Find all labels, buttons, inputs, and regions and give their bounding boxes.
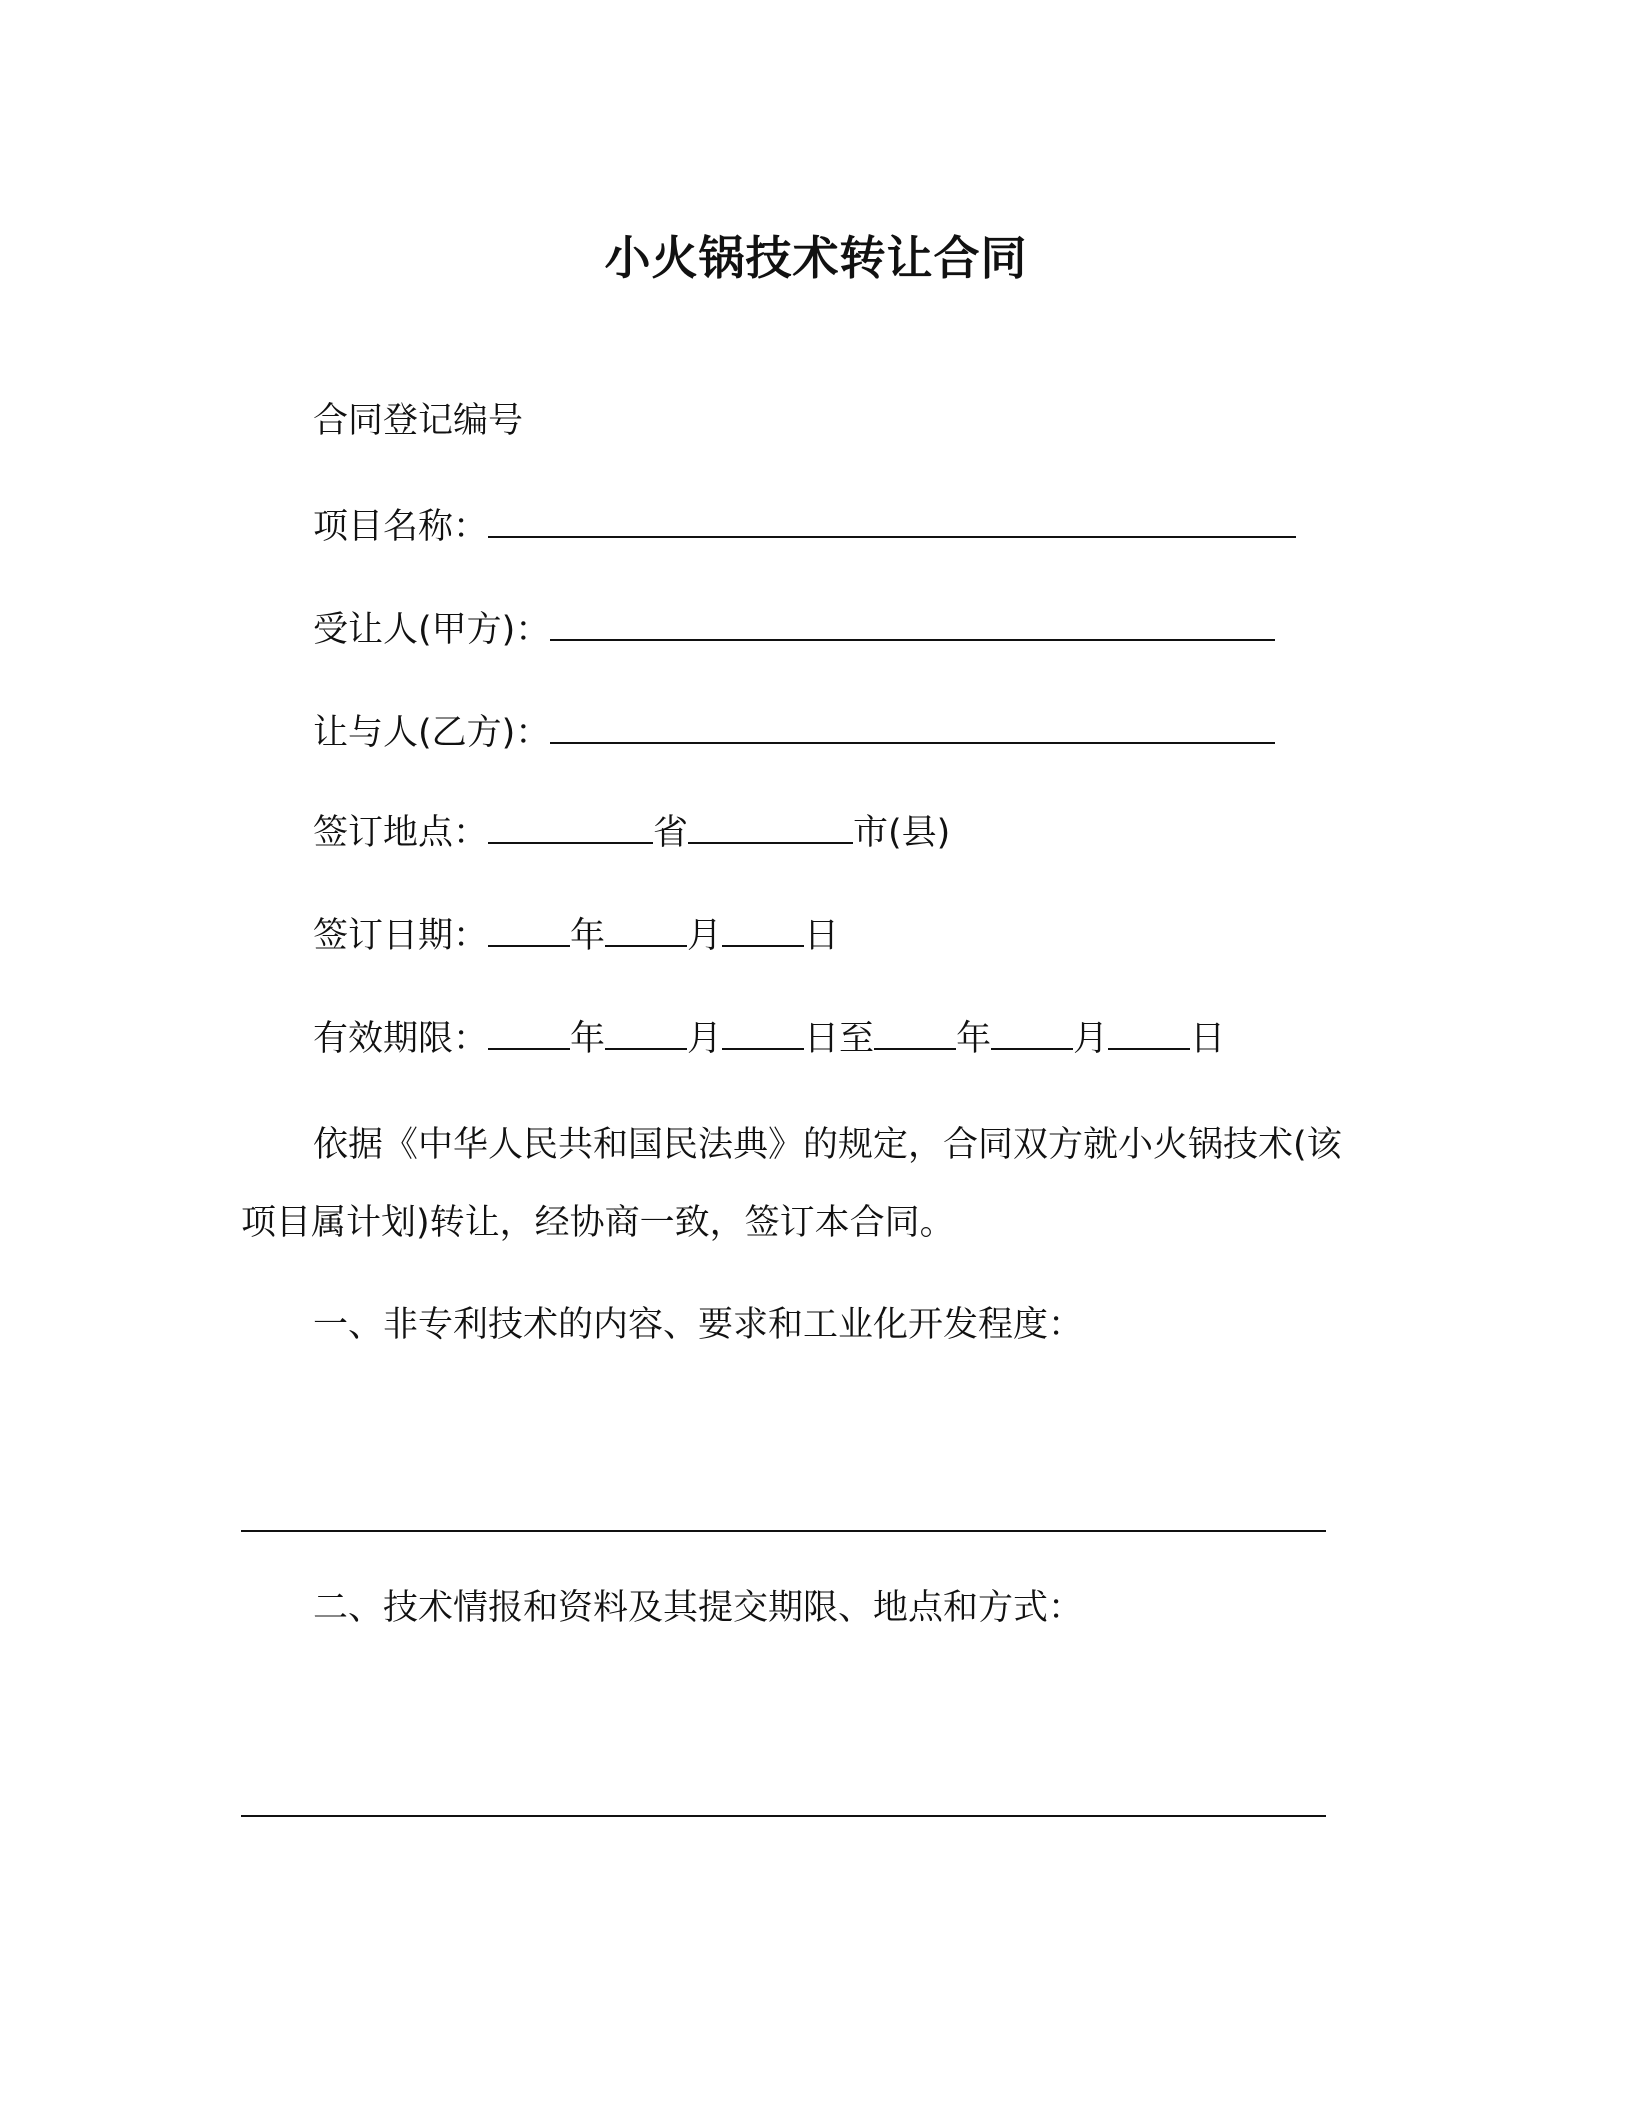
day-label: 日 (804, 916, 840, 956)
transferee-label: 受让人(甲方)： (313, 610, 551, 650)
registration-number-label: 合同登记编号 (313, 401, 524, 441)
signing-year-field[interactable] (488, 915, 570, 947)
signing-date-label: 签订日期： (313, 916, 489, 956)
month-label: 月 (687, 916, 723, 956)
section-2-heading: 二、技术情报和资料及其提交期限、地点和方式： (313, 1588, 1084, 1628)
end-month-label: 月 (1073, 1019, 1109, 1059)
project-name-row (313, 504, 1296, 550)
signing-place-row (313, 810, 950, 856)
start-month-label: 月 (687, 1019, 723, 1059)
year-label: 年 (570, 916, 606, 956)
start-year-label: 年 (570, 1019, 606, 1059)
start-day-field[interactable] (722, 1018, 804, 1050)
end-day-label: 日 (1190, 1019, 1226, 1059)
project-name-label: 项目名称： (313, 507, 489, 547)
end-day-field[interactable] (1108, 1018, 1190, 1050)
end-year-field[interactable] (874, 1018, 956, 1050)
end-month-field[interactable] (991, 1018, 1073, 1050)
city-label: 市(县) (853, 813, 951, 853)
project-name-field[interactable] (488, 506, 1296, 538)
signing-place-label: 签订地点： (313, 813, 489, 853)
to-label: 日至 (804, 1019, 875, 1059)
validity-label: 有效期限： (313, 1019, 489, 1059)
document-title: 小火锅技术转让合同 (604, 231, 1028, 285)
section-1-heading: 一、非专利技术的内容、要求和工业化开发程度： (313, 1305, 1084, 1345)
province-label: 省 (653, 813, 689, 853)
transferor-label: 让与人(乙方)： (313, 713, 551, 753)
transferee-field[interactable] (550, 609, 1275, 641)
signing-day-field[interactable] (722, 915, 804, 947)
transferor-field[interactable] (550, 712, 1275, 744)
start-year-field[interactable] (488, 1018, 570, 1050)
end-year-label: 年 (956, 1019, 992, 1059)
section-2-answer-line[interactable] (241, 1815, 1326, 1817)
transferor-row (313, 710, 1275, 756)
section-1-answer-line[interactable] (241, 1530, 1326, 1532)
intro-text: 依据《中华人民共和国民法典》的规定，合同双方就小火锅技术(该项目属计划)转让，经协商一致，签订本合同。 (241, 1125, 1342, 1243)
signing-month-field[interactable] (605, 915, 687, 947)
validity-row (313, 1016, 1225, 1062)
signing-date-row (313, 913, 839, 959)
intro-paragraph (241, 1106, 1351, 1262)
city-field[interactable] (688, 812, 853, 844)
transferee-row (313, 607, 1275, 653)
start-month-field[interactable] (605, 1018, 687, 1050)
province-field[interactable] (488, 812, 653, 844)
